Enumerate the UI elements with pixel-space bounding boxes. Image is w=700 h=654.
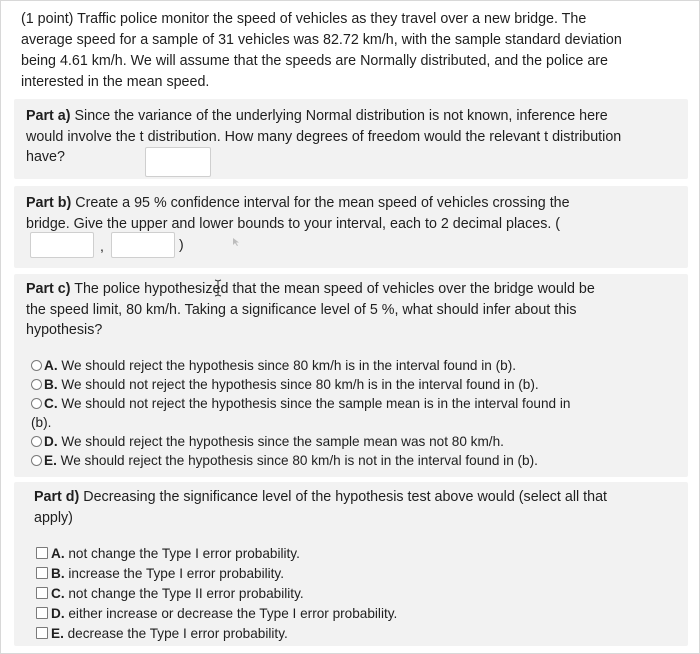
option-text: increase the Type I error probability. <box>68 566 284 581</box>
checkbox[interactable] <box>36 567 48 579</box>
checkbox[interactable] <box>36 607 48 619</box>
part-c-option-c[interactable] <box>31 394 591 432</box>
option-key: A. <box>51 546 65 561</box>
part-b-text: Create a 95 % confidence interval for the mean speed of vehicles crossing the bridge. Give the upper and lower bounds to your interval, each to 2 decimal places. ( <box>26 195 570 232</box>
part-a-text: Since the variance of the underlying Normal distribution is not known, inference here would involve the t distribution. How many degrees of freedom would the relevant t distribution have? <box>26 108 622 165</box>
mouse-cursor-icon <box>232 237 240 247</box>
option-text: either increase or decrease the Type I error probability. <box>68 606 398 621</box>
checkbox[interactable] <box>36 547 48 559</box>
part-b-label: Part b) <box>26 195 72 211</box>
bound-separator: , <box>100 238 104 254</box>
option-key: C. <box>44 396 58 411</box>
radio-button[interactable] <box>31 360 42 371</box>
part-d-option-c[interactable] <box>36 584 596 604</box>
option-text: We should reject the hypothesis since 80 km/h is in the interval found in (b). <box>61 358 516 373</box>
radio-button[interactable] <box>31 398 42 409</box>
checkbox[interactable] <box>36 587 48 599</box>
option-key: E. <box>51 626 64 641</box>
part-b-panel <box>14 186 688 268</box>
interval-close-paren: ) <box>179 236 184 252</box>
part-c-label: Part c) <box>26 281 71 297</box>
problem-statement: (1 point) Traffic police monitor the speed of vehicles as they travel over a new bridge. The average speed for a sample of 31 vehicles was 82.72 km/h, with the sample standard deviation being 4.61 km/h. We will assume that the speeds are Normally distributed, and the police are interested in the mean speed. <box>21 11 622 90</box>
part-b-question <box>26 193 586 234</box>
option-text: We should not reject the hypothesis since 80 km/h is in the interval found in (b). <box>61 377 539 392</box>
option-text: decrease the Type I error probability. <box>67 626 288 641</box>
part-a-question <box>26 106 626 168</box>
part-d-option-b[interactable] <box>36 564 596 584</box>
radio-button[interactable] <box>31 379 42 390</box>
part-c-text: The police hypothesized that the mean speed of vehicles over the bridge would be the speed limit, 80 km/h. Taking a significance level of 5 %, what should infer about this hypothesis? <box>26 281 595 338</box>
part-d-option-e[interactable] <box>36 624 596 644</box>
option-key: D. <box>51 606 65 621</box>
part-d-label: Part d) <box>34 489 80 505</box>
lower-bound-input[interactable] <box>30 232 94 258</box>
radio-button[interactable] <box>31 455 42 466</box>
text-cursor-icon <box>214 279 222 297</box>
part-a-label: Part a) <box>26 108 71 124</box>
degrees-of-freedom-input[interactable] <box>145 147 211 177</box>
part-d-option-a[interactable] <box>36 544 596 564</box>
part-d-text: Decreasing the significance level of the hypothesis test above would (select all that apply) <box>34 489 607 526</box>
part-d-options <box>36 544 596 644</box>
checkbox[interactable] <box>36 627 48 639</box>
option-text: not change the Type II error probability. <box>68 586 304 601</box>
part-d-question <box>34 487 614 528</box>
part-c-option-d[interactable] <box>31 432 601 451</box>
option-text: We should reject the hypothesis since the sample mean was not 80 km/h. <box>61 434 504 449</box>
option-text: not change the Type I error probability. <box>68 546 300 561</box>
part-c-panel <box>14 274 688 477</box>
part-c-question <box>26 279 616 341</box>
part-c-option-b[interactable] <box>31 375 601 394</box>
option-key: A. <box>44 358 58 373</box>
option-text: We should reject the hypothesis since 80 km/h is not in the interval found in (b). <box>60 453 538 468</box>
part-d-panel <box>14 482 688 646</box>
part-c-option-a[interactable] <box>31 356 601 375</box>
upper-bound-input[interactable] <box>111 232 175 258</box>
option-key: B. <box>51 566 65 581</box>
part-d-option-d[interactable] <box>36 604 596 624</box>
option-key: B. <box>44 377 58 392</box>
radio-button[interactable] <box>31 436 42 447</box>
part-c-option-e[interactable] <box>31 451 601 470</box>
option-key: E. <box>44 453 57 468</box>
option-key: C. <box>51 586 65 601</box>
option-key: D. <box>44 434 58 449</box>
part-c-options <box>31 356 601 470</box>
option-text: We should not reject the hypothesis since the sample mean is in the interval found in (b). <box>31 396 571 430</box>
part-a-panel <box>14 99 688 179</box>
